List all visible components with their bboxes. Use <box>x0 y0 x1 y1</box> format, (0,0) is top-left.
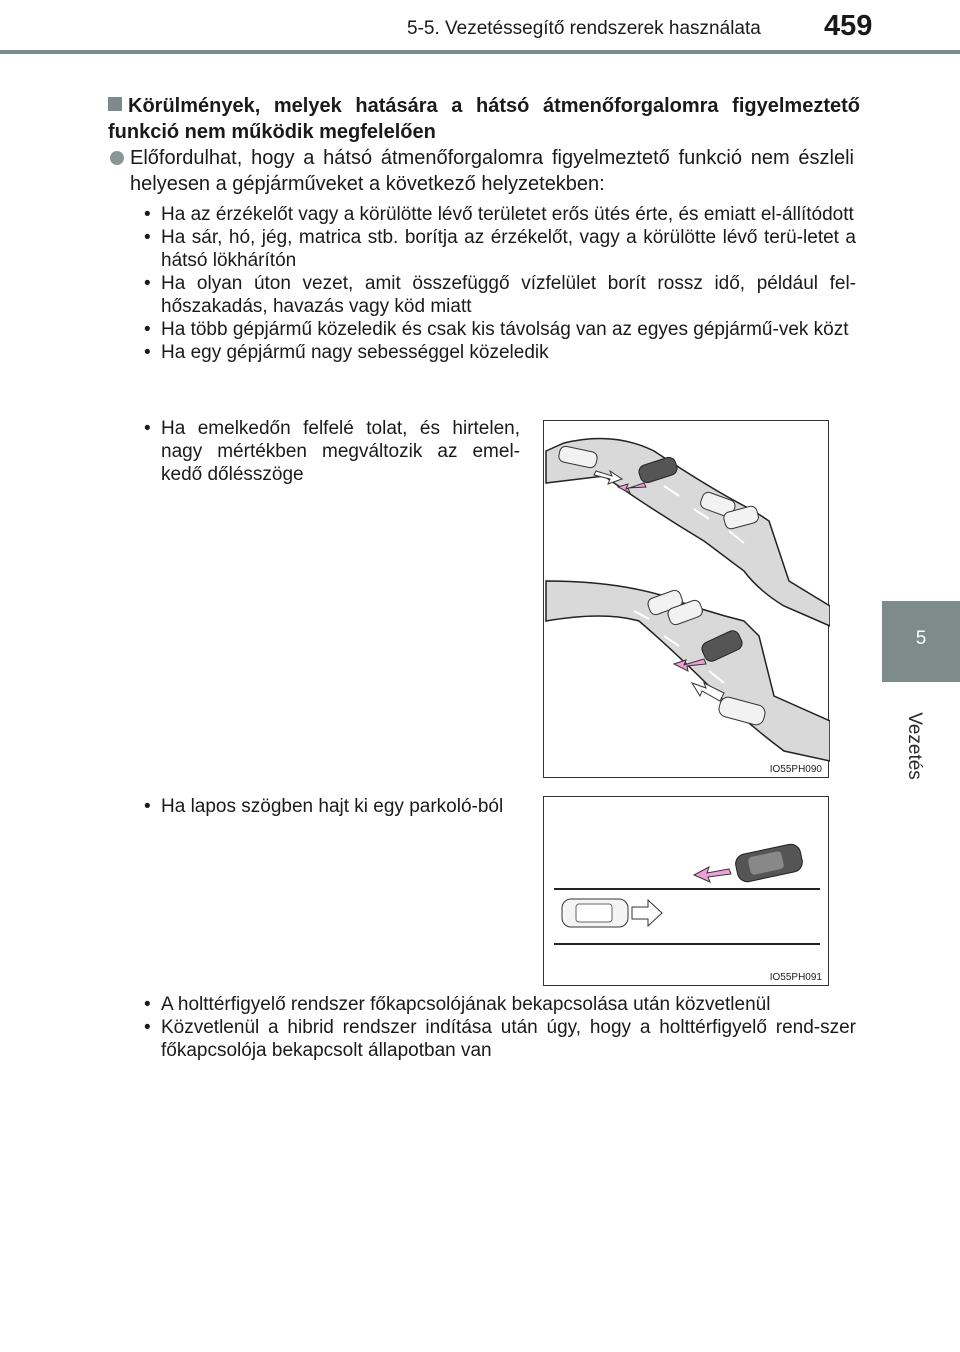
list-item: • Közvetlenül a hibrid rendszer indítása után úgy, hogy a holttérfigyelő rend-szer főkapcsolója bekapcsolt állapotban van <box>144 1016 856 1062</box>
slope-bullet: • Ha emelkedőn felfelé tolat, és hirtelen, nagy mértékben megváltozik az emel-kedő dőlésszöge <box>144 417 520 486</box>
arrow-right-icon <box>632 900 662 926</box>
car-icon <box>734 842 804 883</box>
list-item: • Ha sár, hó, jég, matrica stb. borítja az érzékelőt, vagy a körülötte lévő terü-letet a hátsó lökhárítón <box>144 226 856 272</box>
chapter-label <box>874 682 954 802</box>
arrow-left-icon <box>694 867 731 882</box>
running-header-title: 5-5. Vezetéssegítő rendszerek használata <box>407 18 761 39</box>
bullet-list-top <box>144 203 856 364</box>
chapter-label-text: Vezetés <box>904 712 925 780</box>
page-number: 459 <box>824 10 873 42</box>
list-item: • Ha az érzékelőt vagy a körülötte lévő területet erős ütés érte, és emiatt el-állítódott <box>144 203 856 226</box>
sub-point <box>110 145 854 197</box>
parking-illustration <box>544 797 830 987</box>
header-rule <box>0 50 960 54</box>
parking-figure <box>543 796 829 986</box>
sub-point-text: Előfordulhat, hogy a hátsó átmenőforgalomra figyelmeztető funkció nem észleli helyesen a gépjárműveket a következő helyzetekben: <box>130 147 854 195</box>
car-icon <box>562 899 628 927</box>
circle-bullet-icon <box>110 151 124 165</box>
slope-illustration <box>544 421 830 779</box>
list-item: • Ha olyan úton vezet, amit összefüggő vízfelület borít rossz idő, például fel-hőszakadás, havazás vagy köd miatt <box>144 272 856 318</box>
figure-code: IO55PH091 <box>769 972 822 983</box>
section-heading <box>108 93 860 145</box>
section-heading-text: Körülmények, melyek hatására a hátsó átmenőforgalomra figyelmeztető funkció nem működik megfelelően <box>108 95 860 143</box>
figure-code: IO55PH090 <box>769 764 822 775</box>
chapter-tab: 5 <box>882 601 960 682</box>
angle-bullet: • Ha lapos szögben hajt ki egy parkoló-ból <box>144 795 520 818</box>
list-item: • Ha több gépjármű közeledik és csak kis távolság van az egyes gépjármű-vek közt <box>144 318 856 341</box>
slope-figure <box>543 420 829 778</box>
bullet-list-bottom <box>144 993 856 1062</box>
square-bullet-icon <box>108 97 122 111</box>
list-item: • A holttérfigyelő rendszer főkapcsolójának bekapcsolása után közvetlenül <box>144 993 856 1016</box>
list-item: • Ha egy gépjármű nagy sebességgel közeledik <box>144 341 856 364</box>
